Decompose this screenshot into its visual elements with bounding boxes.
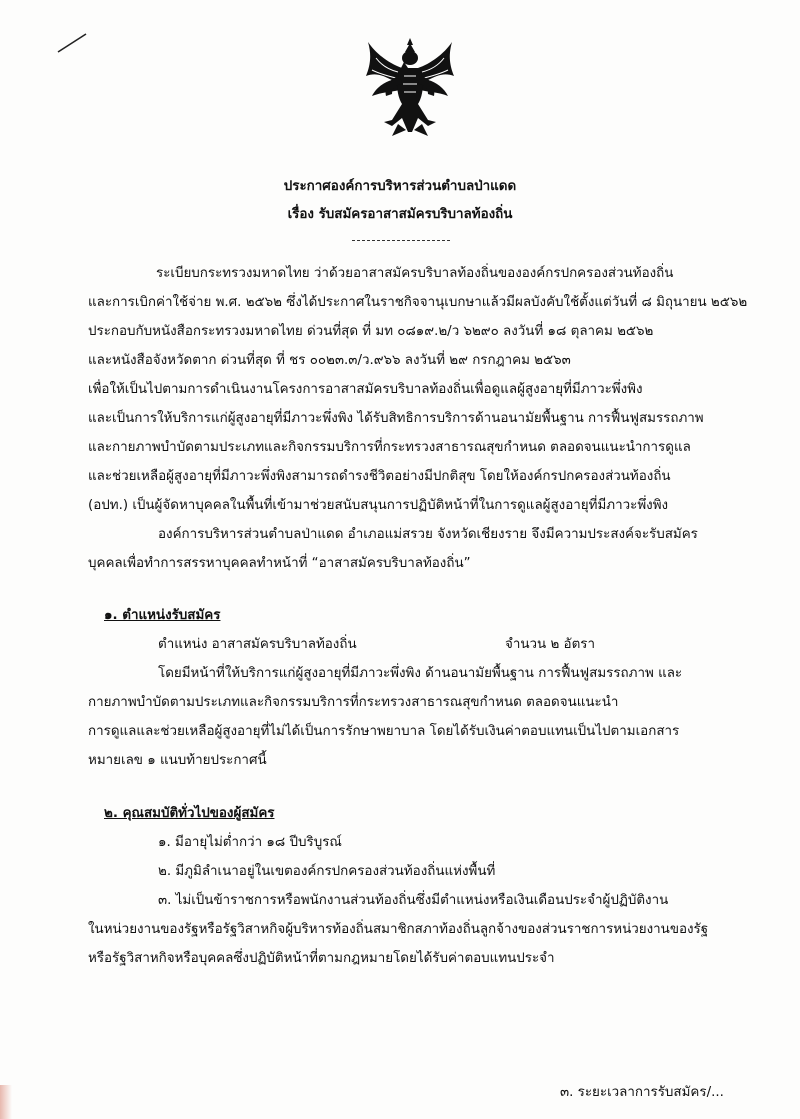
position-quota: จำนวน ๒ อัตรา bbox=[505, 637, 595, 652]
qualification-item: ๑. มีอายุไม่ต่ำกว่า ๑๘ ปีบริบูรณ์ bbox=[158, 835, 342, 850]
section1-heading: ๑. ตำแหน่งรับสมัคร bbox=[104, 608, 221, 623]
garuda-emblem-icon bbox=[362, 36, 458, 140]
duty-line: หมายเลข ๑ แนบท้ายประกาศนี้ bbox=[88, 753, 267, 768]
continuation-note: ๓. ระยะเวลาการรับสมัคร/... bbox=[560, 1085, 724, 1100]
intro-line: บุคคลเพื่อทำการสรรหาบุคคลทำหน้าที่ “อาสาสมัครบริบาลท้องถิ่น” bbox=[88, 556, 471, 571]
intro-line: และกายภาพบำบัดตามประเภทและกิจกรรมบริการที่กระทรวงสาธารณสุขกำหนด ตลอดจนแนะนำการดูแล bbox=[88, 440, 691, 455]
duty-line: การดูแลและช่วยเหลือผู้สูงอายุที่ไม่ได้เป็นการรักษาพยาบาล โดยได้รับเงินค่าตอบแทนเป็นไปตามเอกสาร bbox=[88, 724, 680, 739]
intro-line: ระเบียบกระทรวงมหาดไทย ว่าด้วยอาสาสมัครบริบาลท้องถิ่นขององค์กรปกครองส่วนท้องถิ่น bbox=[156, 266, 674, 281]
page-edge-stain bbox=[0, 1085, 12, 1119]
announcement-title: ประกาศองค์การบริหารส่วนตำบลป่าแดด bbox=[283, 179, 517, 194]
intro-line: และช่วยเหลือผู้สูงอายุที่มีภาวะพึ่งพิงสามารถดำรงชีวิตอย่างมีปกติสุข โดยให้องค์กรปกครองส่วนท้องถิ่น bbox=[88, 469, 671, 484]
intro-line: ประกอบกับหนังสือกระทรวงมหาดไทย ด่วนที่สุด ที่ มท ๐๘๑๙.๒/ว ๖๒๙๐ ลงวันที่ ๑๘ ตุลาคม ๒๕๖๒ bbox=[88, 324, 654, 339]
qualification-item: ๒. มีภูมิลำเนาอยู่ในเขตองค์กรปกครองส่วนท้องถิ่นแห่งพื้นที่ bbox=[158, 864, 496, 879]
position-name: ตำแหน่ง อาสาสมัครบริบาลท้องถิ่น bbox=[158, 637, 357, 652]
intro-line: องค์การบริหารส่วนตำบลป่าแดด อำเภอแม่สรวย จังหวัดเชียงราย จึงมีความประสงค์จะรับสมัคร bbox=[158, 527, 698, 542]
intro-line: และเป็นการให้บริการแก่ผู้สูงอายุที่มีภาวะพึ่งพิง ได้รับสิทธิการบริการด้านอนามัยพื้นฐาน การฟื้นฟูสมรรถภาพ bbox=[88, 411, 704, 426]
title-divider bbox=[352, 240, 450, 241]
intro-line: และการเบิกค่าใช้จ่าย พ.ศ. ๒๕๖๒ ซึ่งได้ประกาศในราชกิจจานุเบกษาแล้วมีผลบังคับใช้ตั้งแต่วันที่ ๘ มิถุนายน ๒๕๖๒ bbox=[88, 295, 748, 310]
announcement-subject: เรื่อง รับสมัครอาสาสมัครบริบาลท้องถิ่น bbox=[287, 207, 513, 222]
qualification-item: ๓. ไม่เป็นข้าราชการหรือพนักงานส่วนท้องถิ่นซึ่งมีตำแหน่งหรือเงินเดือนประจำผู้ปฏิบัติงาน bbox=[158, 893, 669, 908]
duty-line: กายภาพบำบัดตามประเภทและกิจกรรมบริการที่กระทรวงสาธารณสุขกำหนด ตลอดจนแนะนำ bbox=[88, 695, 619, 710]
intro-line: (อปท.) เป็นผู้จัดหาบุคคลในพื้นที่เข้ามาช่วยสนับสนุนการปฏิบัติหน้าที่ในการดูแลผู้สูงอายุที่มีภาวะพึ่งพิง bbox=[88, 498, 669, 513]
pen-mark-icon bbox=[56, 30, 88, 56]
intro-line: เพื่อให้เป็นไปตามการดำเนินงานโครงการอาสาสมัครบริบาลท้องถิ่นเพื่อดูแลผู้สูงอายุที่มีภาวะพึ่งพิง bbox=[88, 382, 643, 397]
duty-line: โดยมีหน้าที่ให้บริการแก่ผู้สูงอายุที่มีภาวะพึ่งพิง ด้านอนามัยพื้นฐาน การฟื้นฟูสมรรถภาพ และ bbox=[158, 666, 683, 681]
qualification-item-cont: หรือรัฐวิสาหกิจหรือบุคคลซึ่งปฏิบัติหน้าที่ตามกฎหมายโดยได้รับค่าตอบแทนประจำ bbox=[88, 951, 555, 966]
section2-heading: ๒. คุณสมบัติทั่วไปของผู้สมัคร bbox=[104, 806, 275, 821]
intro-line: และหนังสือจังหวัดตาก ด่วนที่สุด ที่ ชร ๐๐๒๓.๓/ว.๙๖๖ ลงวันที่ ๒๙ กรกฎาคม ๒๕๖๓ bbox=[88, 353, 571, 368]
qualification-item-cont: ในหน่วยงานของรัฐหรือรัฐวิสาหกิจผู้บริหารท้องถิ่นสมาชิกสภาท้องถิ่นลูกจ้างของส่วนราชการหน่วยงานของรัฐ bbox=[88, 922, 709, 937]
